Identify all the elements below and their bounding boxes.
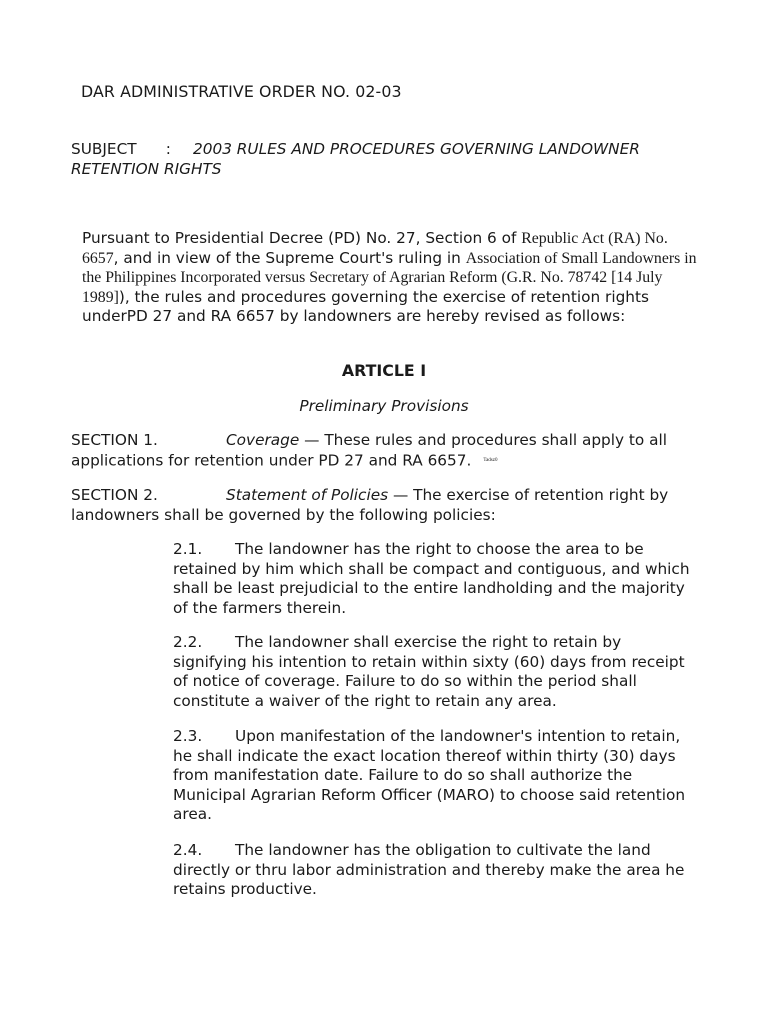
section-1 xyxy=(71,431,711,470)
policy-item xyxy=(173,841,693,900)
subject-label-group xyxy=(71,140,193,160)
tiny-mark: Tadsz0 xyxy=(483,457,498,463)
document-title: DAR ADMINISTRATIVE ORDER NO. 02-03 xyxy=(81,82,402,101)
section-text: — The exercise of retention right by landowners shall be governed by the following policies: xyxy=(71,486,669,524)
subject-colon: : xyxy=(165,140,171,158)
subject-label: SUBJECT xyxy=(71,140,137,158)
section-2 xyxy=(71,486,711,525)
preamble-part-5: ), the rules and procedures governing the exercise of retention rights underPD 27 and RA 6657 by landowners are hereby revised as follows: xyxy=(82,287,649,325)
article-heading: ARTICLE I xyxy=(341,361,427,380)
preamble-paragraph xyxy=(82,229,702,327)
policy-item xyxy=(173,727,693,825)
preamble-part-1: Pursuant to Presidential Decree (PD) No. 27, Section 6 of xyxy=(82,229,522,247)
policy-text: The landowner has the right to choose the area to be retained by him which shall be compact and contiguous, and which shall be least prejudicial to the entire landholding and the majority of the farmers therein. xyxy=(173,540,690,617)
policy-number: 2.3. xyxy=(173,727,203,745)
policy-item xyxy=(173,633,693,711)
policy-number: 2.1. xyxy=(173,540,203,558)
section-text: — These rules and procedures shall apply to all applications for retention under PD 27 and RA 6657. xyxy=(71,431,668,469)
preamble-part-3: , and in view of the Supreme Court's ruling in xyxy=(113,248,466,267)
section-number: SECTION 1. xyxy=(71,431,158,449)
policy-text: The landowner has the obligation to cultivate the land directly or thru labor administration and thereby make the area he retains productive. xyxy=(173,841,685,898)
subject-line xyxy=(71,140,711,179)
section-heading: Statement of Policies xyxy=(226,486,389,504)
preamble-part-2: Republic Act (RA) No. 6657 xyxy=(82,230,668,267)
policy-item xyxy=(173,540,693,618)
policy-text: Upon manifestation of the landowner's intention to retain, he shall indicate the exact location thereof within thirty (30) days from manifestation date. Failure to do so shall authorize the Municipal Agrarian Reform Officer (MARO) to choose said retention area. xyxy=(173,727,686,823)
policy-number: 2.2. xyxy=(173,633,203,651)
policy-number: 2.4. xyxy=(173,841,203,859)
section-number: SECTION 2. xyxy=(71,486,158,504)
article-subheading: Preliminary Provisions xyxy=(299,397,469,415)
section-heading: Coverage xyxy=(226,431,300,449)
preamble-part-4: Association of Small Landowners in the Philippines Incorporated versus Secretary of Agrarian Reform (G.R. No. 78742 [14 July 1989] xyxy=(82,249,697,306)
policy-text: The landowner shall exercise the right to retain by signifying his intention to retain within sixty (60) days from receipt of notice of coverage. Failure to do so within the period shall constitute a waiver of the right to retain any area. xyxy=(173,633,685,710)
subject-text: 2003 RULES AND PROCEDURES GOVERNING LANDOWNER RETENTION RIGHTS xyxy=(71,140,640,178)
